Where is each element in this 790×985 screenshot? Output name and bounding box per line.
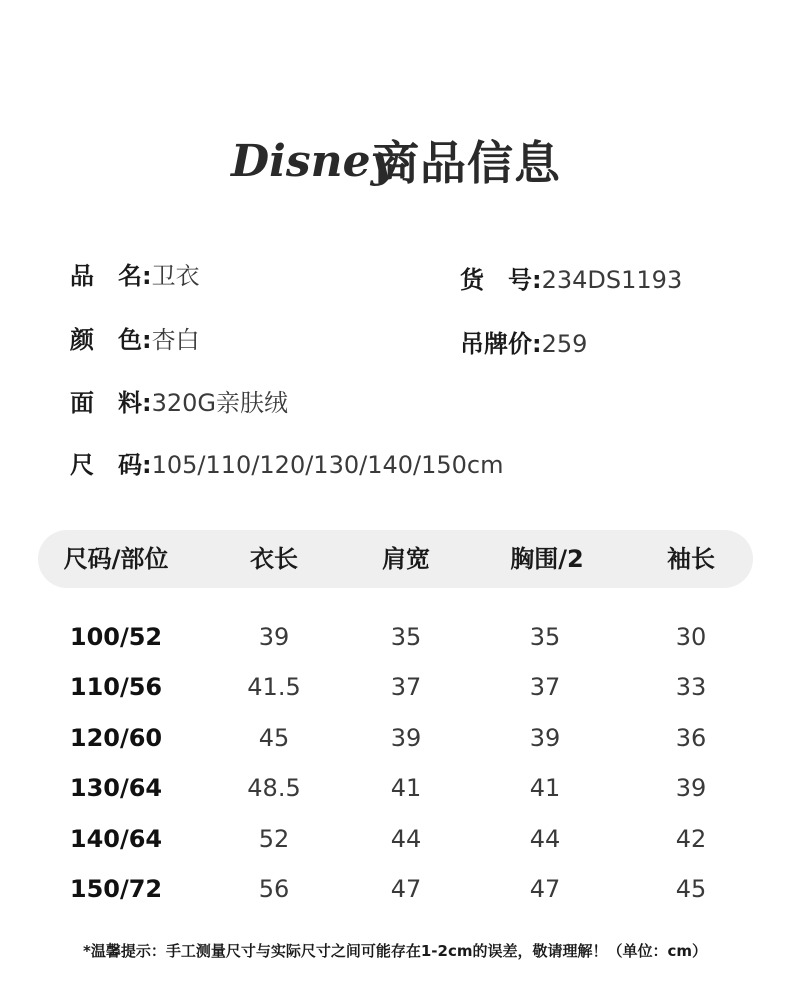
table-cell: 56: [258, 874, 290, 903]
table-cell: 39: [675, 774, 707, 803]
size-table-header: [38, 530, 753, 588]
table-cell: 52: [258, 824, 290, 853]
table-cell: 33: [675, 673, 707, 702]
table-cell: 45: [675, 874, 707, 903]
table-cell-size: 110/56: [69, 673, 163, 702]
page-title: 商品信息: [373, 136, 561, 190]
table-row: [0, 763, 790, 813]
header-sleeve: 袖长: [667, 545, 715, 573]
table-cell: 35: [529, 623, 561, 651]
table-cell: 44: [529, 824, 561, 853]
size-table-body: [0, 612, 790, 914]
info-name-value: 卫衣: [151, 262, 200, 290]
table-cell-size: 130/64: [69, 774, 163, 803]
table-cell: 36: [675, 723, 707, 752]
table-cell: 42: [675, 824, 707, 853]
header-length: 衣长: [250, 545, 298, 573]
info-fabric: [70, 388, 288, 418]
info-fabric-value: 320G亲肤绒: [151, 389, 289, 417]
info-color-label: 颜 色:: [70, 326, 152, 354]
table-cell-size: 140/64: [69, 824, 163, 853]
table-row: [0, 662, 790, 712]
info-price-label: 吊牌价:: [460, 330, 542, 358]
header-chest: 胸围/2: [510, 545, 584, 573]
table-cell: 47: [390, 874, 422, 903]
footnote: *温馨提示：手工测量尺寸与实际尺寸之间可能存在1-2cm的误差，敬请理解！（单位：cm）: [83, 942, 707, 960]
info-sizes: [70, 450, 503, 480]
table-cell: 44: [390, 824, 422, 853]
info-sizes-label: 尺 码:: [70, 451, 152, 479]
table-cell: 37: [529, 673, 561, 702]
header-size-part: 尺码/部位: [63, 545, 169, 573]
disney-logo: [229, 124, 397, 196]
info-sku: [460, 265, 682, 295]
header-shoulder: 肩宽: [382, 545, 430, 573]
info-sku-label: 货 号:: [460, 266, 542, 294]
table-cell: 47: [529, 874, 561, 903]
table-cell: 41: [390, 774, 422, 803]
table-cell: 41: [529, 774, 561, 803]
table-cell: 35: [390, 623, 422, 651]
disney-logo-text: Disney: [231, 136, 397, 187]
table-cell: 39: [390, 723, 422, 752]
table-cell: 37: [390, 673, 422, 702]
table-cell-size: 120/60: [69, 723, 163, 752]
table-cell-size: 150/72: [69, 874, 163, 903]
table-cell: 41.5: [247, 673, 301, 702]
table-cell-size: 100/52: [69, 623, 163, 651]
info-sku-value: 234DS1193: [541, 266, 683, 294]
table-row: [0, 864, 790, 914]
info-name-label: 品 名:: [70, 262, 152, 290]
info-color-value: 杏白: [151, 326, 200, 354]
info-name: [70, 261, 200, 291]
info-price: [460, 329, 587, 359]
table-row: [0, 814, 790, 864]
table-cell: 45: [258, 723, 290, 752]
info-sizes-value: 105/110/120/130/140/150cm: [151, 451, 504, 479]
table-cell: 39: [258, 623, 290, 651]
table-row: [0, 612, 790, 662]
page-header: [0, 120, 790, 200]
table-row: [0, 713, 790, 763]
info-price-value: 259: [541, 330, 588, 358]
info-color: [70, 325, 200, 355]
info-fabric-label: 面 料:: [70, 389, 152, 417]
table-cell: 48.5: [247, 774, 301, 803]
table-cell: 39: [529, 723, 561, 752]
table-cell: 30: [675, 623, 707, 651]
